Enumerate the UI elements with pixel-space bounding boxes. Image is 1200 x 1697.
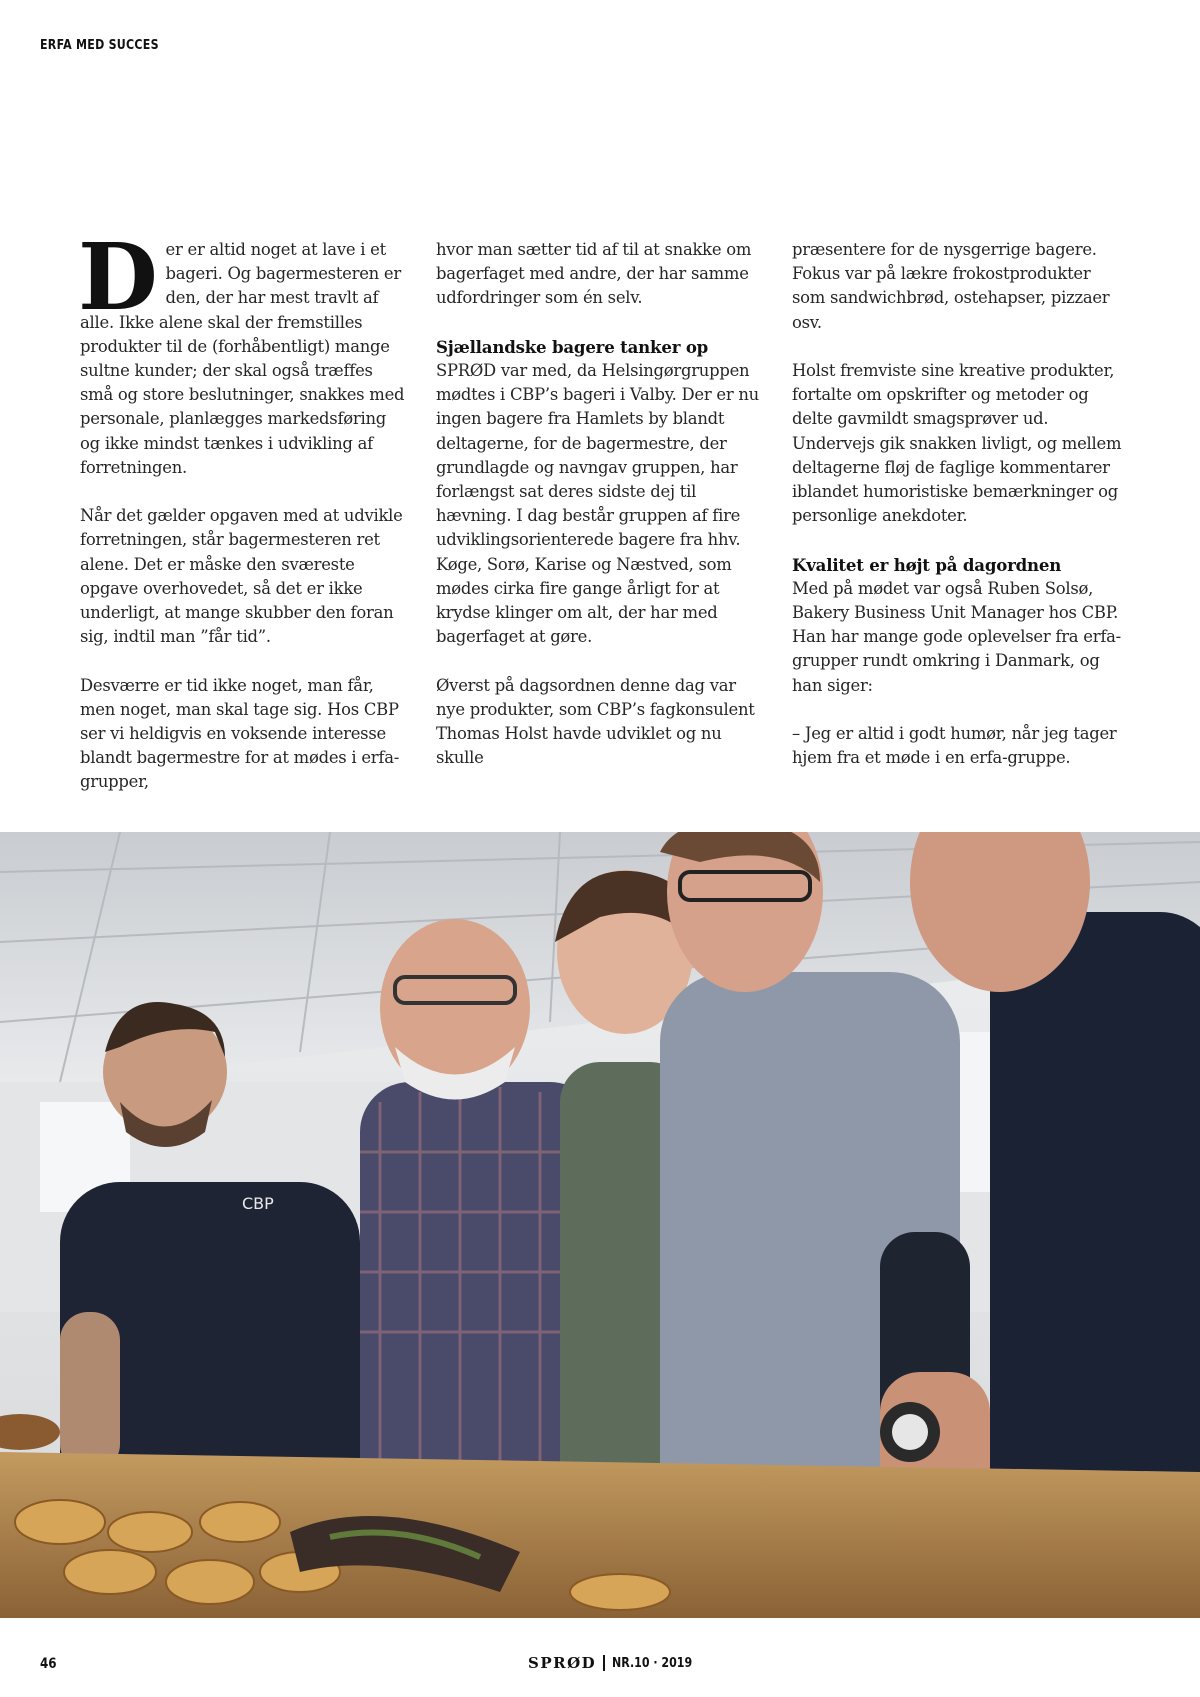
paragraph: Holst fremviste sine kreative produkter, fortalte om opskrifter og metoder og delte gavmildt smagsprøver ud. Undervejs gik snakken livligt, og mellem deltagerne fløj de faglige kommentarer iblandet humoristiske bemærkninger og personlige anekdoter.: [792, 361, 1122, 526]
subheading: Kvalitet er højt på dagordnen: [792, 554, 1062, 575]
paragraph: Når det gælder opgaven med at udvikle forretningen, står bagermesteren ret alene. Det er måske den sværeste opgave overhovedet, så det er ikke underligt, at mange skubber den foran sig, indtil man ”får tid”.: [80, 506, 403, 647]
article-column-1: [78, 223, 410, 819]
footer-masthead: [528, 1654, 706, 1672]
article-column-2: [436, 238, 766, 795]
magazine-name: SPRØD: [528, 1654, 597, 1672]
paragraph: – Jeg er altid i godt humør, når jeg tager hjem fra et møde i en erfa-gruppe.: [792, 724, 1117, 768]
bakers-at-table-illustration: [0, 832, 1200, 1618]
page-number: 46: [40, 1656, 57, 1672]
logo-cbp: CBP: [242, 1194, 274, 1213]
issue-label: NR.10 · 2019: [611, 1655, 692, 1671]
paragraph: Desværre er tid ikke noget, man får, men noget, man skal tage sig. Hos CBP ser vi heldigvis en voksende interesse blandt bagermestre for at mødes i erfa-grupper,: [80, 675, 400, 792]
article-body: [78, 223, 1130, 792]
divider: [603, 1655, 605, 1671]
paragraph: SPRØD var med, da Helsingørgruppen mødtes i CBP’s bageri i Valby. Der er nu ingen bagere fra Hamlets by blandt deltagerne, for de bagermestre, der grundlagde og navngav gruppen, har forlængst sat deres sidste dej til hævning. I dag består gruppen af fire udviklingsorienterede bagere fra hhv. Køge, Sorø, Karise og Næstved, som mødes cirka fire gange årligt for at krydse klinger om alt, der har med bagerfaget at gøre.: [436, 361, 759, 647]
paragraph-text: er er altid noget at lave i et bageri. Og bagermesteren er den, der har mest travlt af alle. Ikke alene skal der fremstilles produkter til de (forhåbentligt) mange sultne kunder; der skal også træffes små og store beslutninger, snakkes med personale, planlægges markedsføring og ikke mindst tænkes i udvikling af forretningen.: [80, 240, 405, 477]
article-photo: [0, 832, 1200, 1618]
article-column-3: [792, 238, 1122, 795]
subheading: Sjællandske bagere tanker op: [436, 336, 709, 357]
paragraph: [78, 223, 410, 480]
drop-cap: D: [78, 223, 158, 331]
paragraph: hvor man sætter tid af til at snakke om bagerfaget med andre, der har samme udfordringer som én selv.: [436, 240, 752, 308]
paragraph: præsentere for de nysgerrige bagere. Fokus var på lækre frokostprodukter som sandwichbrød, ostehapser, pizzaer osv.: [792, 240, 1110, 332]
paragraph: Med på mødet var også Ruben Solsø, Bakery Business Unit Manager hos CBP. Han har mange gode oplevelser fra erfa-grupper rundt omkring i Danmark, og han siger:: [792, 578, 1121, 695]
section-title: ERFA MED SUCCES: [40, 38, 159, 53]
paragraph: Øverst på dagsordnen denne dag var nye produkter, som CBP’s fagkonsulent Thomas Holst havde udviklet og nu skulle: [436, 675, 755, 768]
